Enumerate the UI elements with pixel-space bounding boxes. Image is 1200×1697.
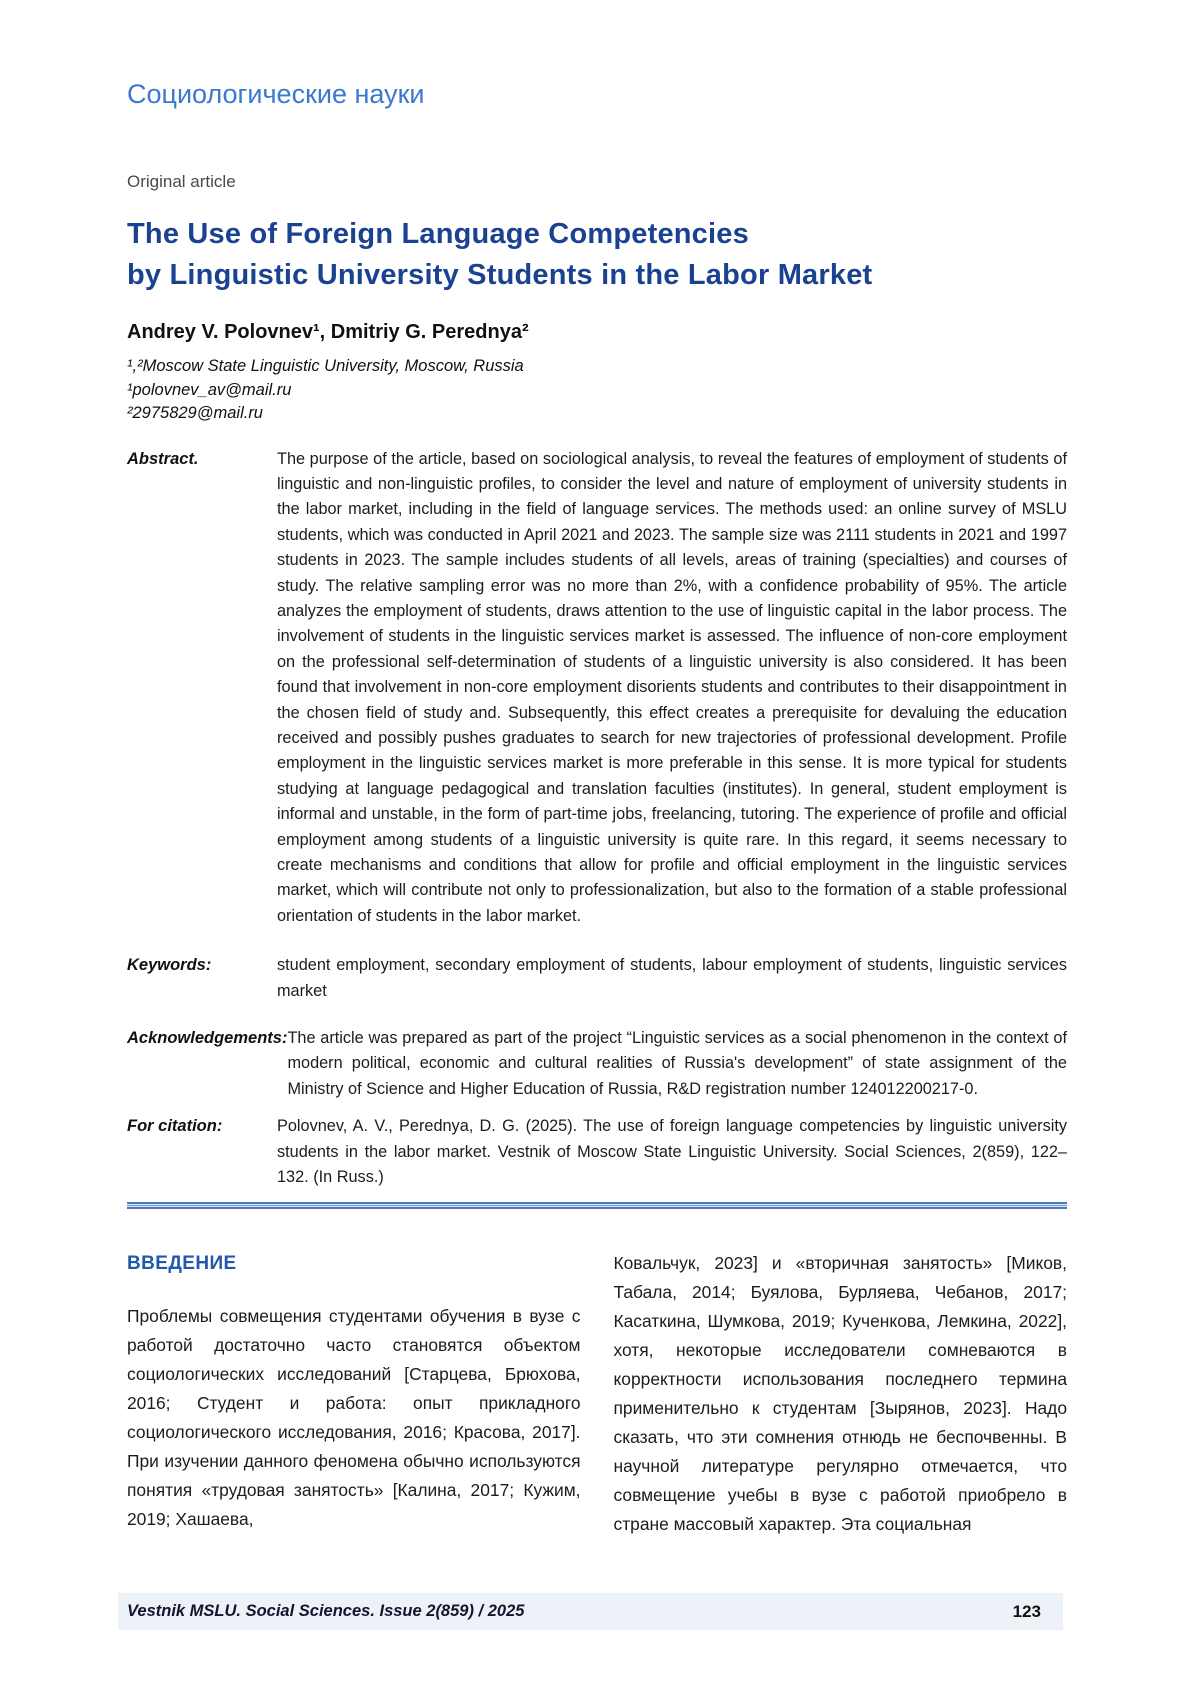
- keywords-text: student employment, secondary employment of students, labour employment of students, linguistic services market: [277, 956, 1067, 1000]
- acknowledgements-label: Acknowledgements:: [127, 1029, 288, 1048]
- intro-paragraph-left: Проблемы совмещения студентами обучения в вузе с работой достаточно часто становятся объектом социологических исследований [Старцева, Брюхова, 2016; Студент и работа: опыт прикладного социологического исследования, 2016; Красова, 2017]. При изучении данного феномена обычно используются понятия «трудовая занятость» [Калина, 2017; Кужим, 2019; Хашаева,: [127, 1306, 581, 1530]
- keywords-label: Keywords:: [127, 956, 212, 975]
- author-email-2: ²2975829@mail.ru: [127, 404, 263, 422]
- introduction-heading: ВВЕДЕНИЕ: [127, 1253, 237, 1275]
- article-type-label: Original article: [127, 172, 236, 191]
- abstract-section: [127, 447, 1067, 930]
- body-column-left: [127, 1249, 581, 1539]
- abstract-label: Abstract.: [127, 449, 199, 468]
- abstract-text: The purpose of the article, based on sociological analysis, to reveal the features of employment of students of linguistic and non-linguistic profiles, to consider the level and nature of employment of university students in the labor market, including in the field of language services. The methods used: an online survey of MSLU students, which was conducted in April 2021 and 2023. The sample size was 2111 students in 2021 and 1997 students in 2023. The sample includes students of all levels, areas of training (specialties) and courses of study. The relative sampling error was no more than 2%, with a confidence probability of 95%. The article analyzes the employment of students, draws attention to the use of linguistic capital in the labor process. The involvement of students in the linguistic services market is assessed. The influence of non-core employment on the professional self-determination of students of a linguistic university is also considered. It has been found that involvement in non-core employment disorients students and contributes to their disappointment in the chosen field of study and. Subsequently, this effect creates a prerequisite for devaluing the education received and possibly pushes graduates to search for new trajectories of professional development. Profile employment in the linguistic services market is more preferable in this sense. It is more typical for students studying at language pedagogical and translation faculties (institutes). In general, student employment is informal and unstable, in the form of part-time jobs, freelancing, tutoring. The experience of profile and official employment among students of a linguistic university is quite rare. In this regard, it seems necessary to create mechanisms and conditions that allow for profile and official employment in the linguistic services market, which will contribute not only to professionalization, but also to the formation of a stable professional orientation of students in the labor market.: [277, 449, 1067, 925]
- article-title-line-1: The Use of Foreign Language Competencies: [127, 218, 749, 250]
- acknowledgements-section: [127, 1026, 1067, 1102]
- page-footer: [118, 1593, 1063, 1630]
- body-column-right: [614, 1249, 1068, 1539]
- article-body-columns: [127, 1249, 1067, 1539]
- keywords-section: [127, 953, 1067, 1004]
- authors-line: Andrey V. Polovnev¹, Dmitriy G. Perednya²: [127, 321, 529, 343]
- citation-text: Polovnev, A. V., Perednya, D. G. (2025). The use of foreign language competencies by linguistic university students in the labor market. Vestnik of Moscow State Linguistic University. Social Sciences, 2(859), 122–132. (In Russ.): [277, 1117, 1067, 1187]
- author-email-1: ¹polovnev_av@mail.ru: [127, 380, 292, 399]
- citation-section: [127, 1114, 1067, 1190]
- acknowledgements-text: The article was prepared as part of the project “Linguistic services as a social phenomenon in the context of modern political, economic and cultural realities of Russia's development” of state assignment of the Ministry of Science and Higher Education of Russia, R&D registration number 124012200217-0.: [287, 1029, 1067, 1098]
- journal-section-title: Социологические науки: [127, 79, 425, 109]
- article-title-line-2: by Linguistic University Students in the Labor Market: [127, 259, 873, 291]
- affiliation-line: ¹,²Moscow State Linguistic University, Moscow, Russia: [127, 357, 524, 375]
- intro-paragraph-right: Ковальчук, 2023] и «вторичная занятость» [Миков, Табала, 2014; Буялова, Бурляева, Чебанов, 2017; Касаткина, Шумкова, 2019; Кученкова, Лемкина, 2022], хотя, некоторые исследователи сомневаются в корректности использования последнего термина применительно к студентам [Зырянов, 2023]. Надо сказать, что эти сомнения отнюдь не беспочвенны. В научной литературе регулярно отмечается, что совмещение учебы в вузе с работой приобрело в стране массовый характер. Эта социальная: [613, 1253, 1067, 1535]
- section-divider-rule: [127, 1202, 1067, 1209]
- affiliation-block: [127, 355, 1067, 426]
- article-title: [127, 214, 1067, 296]
- footer-journal-title: Vestnik MSLU. Social Sciences. Issue 2(859) / 2025: [127, 1602, 525, 1620]
- citation-label: For citation:: [127, 1117, 223, 1136]
- footer-page-number: 123: [1012, 1601, 1041, 1621]
